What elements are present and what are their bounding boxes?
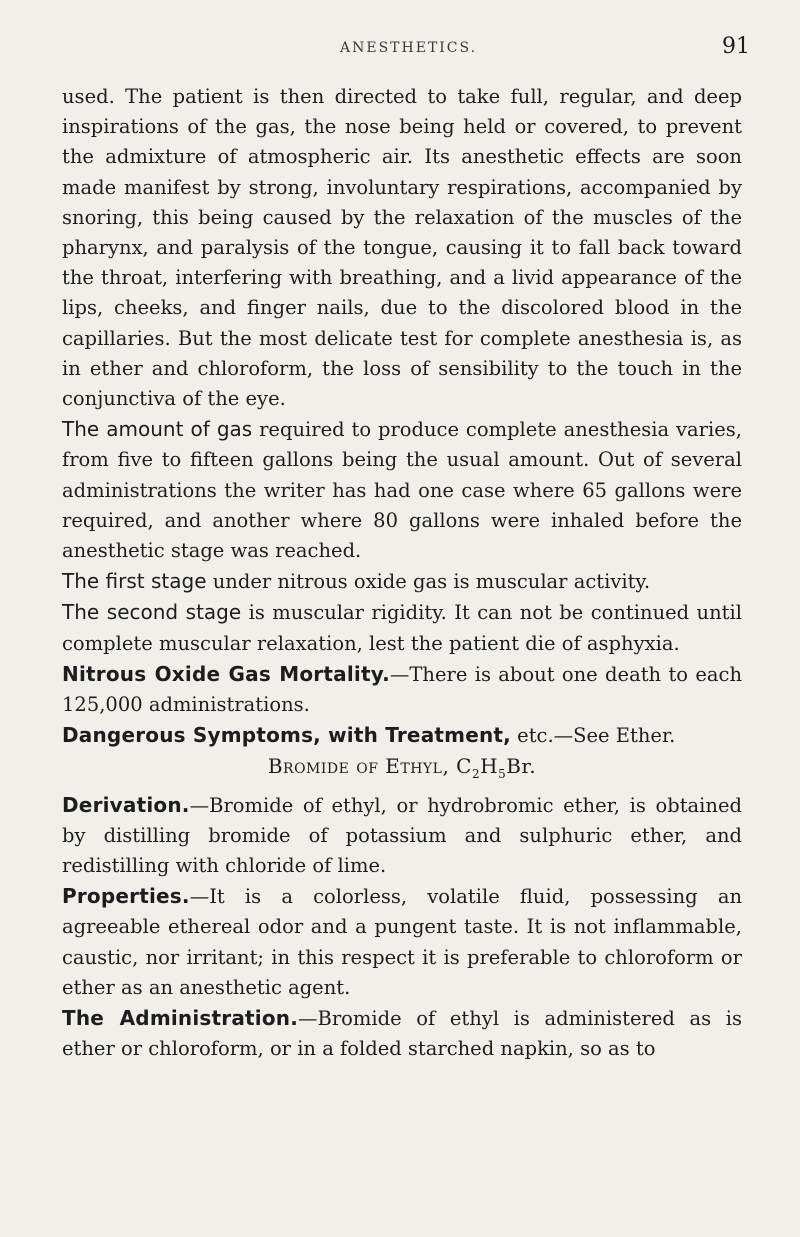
section-title-h: H	[480, 754, 499, 779]
running-head: ANESTHETICS.	[340, 40, 478, 56]
paragraph-administration	[62, 1003, 742, 1064]
paragraph-text: —Bromide of ethyl is administered as is ether or chloroform, or in a folded starched napkin, so as to	[62, 1007, 742, 1061]
paragraph-text: —Bromide of ethyl, or hydrobromic ether, is obtained by distilling bromide of potassium and sulphuric ether, and redistilling with chloride of lime.	[62, 793, 742, 878]
paragraph-heading: Derivation.	[62, 792, 190, 817]
paragraph-1	[62, 82, 742, 414]
body-text	[62, 82, 742, 1065]
subscript-5: 5	[498, 767, 507, 782]
paragraph-text: under nitrous oxide gas is muscular activity.	[206, 570, 651, 594]
paragraph-lead: The amount of gas	[62, 417, 253, 442]
paragraph-text: required to produce complete anesthesia varies, from five to fifteen gallons being the usual amount. Out of several administrations the writer has had one case where 65 gallons were required, and another where 80 gallons were inhaled before the anesthetic stage was reached.	[62, 418, 742, 563]
paragraph-derivation	[62, 790, 742, 882]
paragraph-text: used. The patient is then directed to take full, regular, and deep inspirations of the gas, the nose being held or covered, to prevent the admixture of atmospheric air. Its anesthetic effects are soon made manifest by strong, involuntary respirations, accompanied by snoring, this being caused by the relaxation of the muscles of the pharynx, and paralysis of the tongue, causing it to fall back toward the throat, interfering with breathing, and a livid appearance of the lips, cheeks, and finger nails, due to the discolored blood in the capillaries. But the most delicate test for complete anesthesia is, as in ether and chloroform, the loss of sensibility to the touch in the conjunctiva of the eye.	[62, 85, 742, 411]
paragraph-mortality	[62, 659, 742, 720]
paragraph-second-stage	[62, 597, 742, 658]
paragraph-dangerous-symptoms	[62, 720, 742, 751]
paragraph-heading: Dangerous Symptoms, with Treatment,	[62, 723, 511, 748]
paragraph-text: is muscular rigidity. It can not be continued until complete muscular relaxation, lest the patient die of asphyxia.	[62, 601, 742, 655]
page-header	[0, 34, 800, 64]
paragraph-properties	[62, 881, 742, 1003]
paragraph-lead: The second stage	[62, 600, 242, 625]
paragraph-text: —There is about one death to each 125,000 administrations.	[62, 662, 742, 717]
paragraph-heading: Properties.	[62, 884, 190, 909]
section-title	[62, 751, 742, 789]
paragraph-first-stage	[62, 566, 742, 597]
paragraph-heading: Nitrous Oxide Gas Mortality.	[62, 661, 390, 686]
page-number: 91	[722, 34, 750, 59]
subscript-2: 2	[471, 767, 481, 782]
section-title-br: Br.	[506, 754, 537, 779]
paragraph-text: etc.—See Ether.	[510, 724, 676, 748]
paragraph-lead: The first stage	[62, 569, 207, 594]
section-title-text: Bromide of Ethyl, C	[267, 754, 472, 779]
paragraph-text: —It is a colorless, volatile fluid, possessing an agreeable ethereal odor and a pungent taste. It is not inflammable, caustic, nor irritant; in this respect it is preferable to chloroform or ether as an anesthetic agent.	[62, 885, 742, 999]
paragraph-gas-amount	[62, 414, 742, 566]
paragraph-heading: The Administration.	[62, 1006, 299, 1031]
